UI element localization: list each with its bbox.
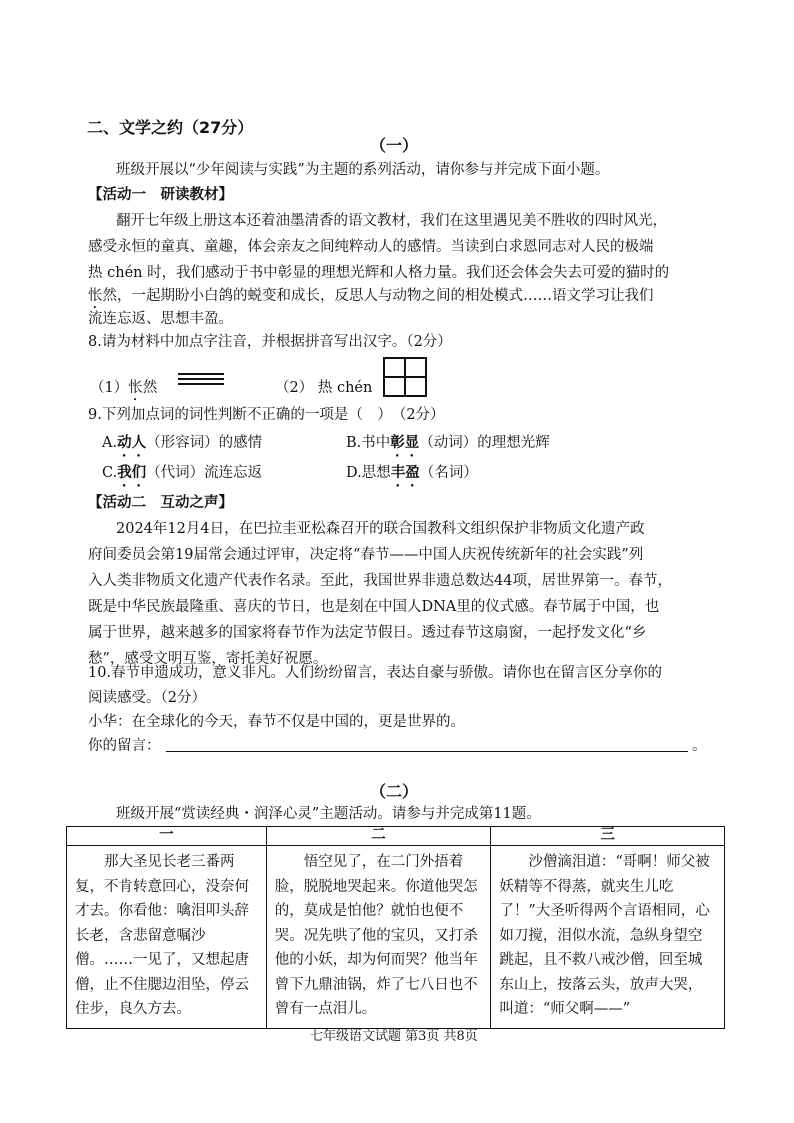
q8-stem: 8.请为材料中加点字注音，并根据拼音写出汉字。（2分） [88,334,452,350]
q9-a-prefix: A. [102,435,118,451]
activity2-line-1: 2024年12月4日，在巴拉圭亚松森召开的联合国教科文组织保护非物质文化遗产政 [116,521,645,537]
col-header-3: 三 [491,827,725,846]
activity1-line-2: 感受永恒的童真、童趣，体会亲友之间纯粹动人的感情。当读到白求恩同志对人民的极端 [88,239,654,255]
q8-item1-rest: 然 [142,380,158,396]
q10-your-note-label: 你的留言： [88,738,161,754]
q10-stem-1: 10.春节申遗成功，意义非凡。人们纷纷留言，表达自豪与骄傲。请你也在留言区分享你的 [88,665,663,681]
q8-item2-word: 热 chén [317,380,373,396]
q9-option-c [102,461,262,490]
col-header-1: 一 [67,827,267,846]
excerpt-cell-1 [67,846,267,1029]
q8-item2-label: （2） [275,380,314,396]
q9-a-dotted: 动人 [117,434,147,451]
page-footer: 七年级语文试题 第3页 共8页 [310,1029,478,1044]
q8-answer-grid-box[interactable] [383,357,427,397]
activity2-line-4: 既是中华民族最隆重、喜庆的节日，也是刻在中国人DNA里的仪式感。春节属于中国，也 [88,599,660,615]
q9-a-rest: （形容词）的感情 [146,435,263,451]
q9-stem: 9.下列加点词的词性判断不正确的一项是（ ） （2分） [88,407,445,423]
q8-item2 [275,376,372,400]
q9-d-dotted: 丰盈 [390,464,420,481]
q9-d-prefix: D.思想 [346,465,391,481]
part1-heading: （一） [370,136,419,155]
activity2-line-2: 府间委员会第19届常会通过评审，决定将“春节——中国人庆祝传统新年的社会实践”列 [88,547,644,563]
activity2-line-3: 入人类非物质文化遗产代表作名录。至此，我国世界非遗总数达44项，居世界第一。春节， [88,573,672,589]
q9-option-d [346,461,478,490]
part2-intro: 班级开展“赏读经典・润泽心灵”主题活动。请参与并完成第11题。 [116,806,541,822]
q9-b-prefix: B.书中 [346,435,391,451]
activity2-line-5: 属于世界，越来越多的国家将春节作为法定节假日。透过春节这扇窗，一起抒发文化“乡 [88,625,647,641]
activity2-line-6: 愁”，感受文明互鉴，寄托美好祝愿。 [88,651,328,667]
activity1-title: 【活动一 研读教材】 [88,186,233,203]
q10-stem-2: 阅读感受。（2分） [88,690,206,706]
q9-c-prefix: C. [102,465,118,481]
q10-end-mark: 。 [692,738,707,754]
q9-option-a [102,431,262,460]
q8-item1 [90,376,157,404]
q10-answer-line[interactable] [166,751,688,752]
excerpt-text-1: 那大圣见长老三番两复，不肯转意回心，没奈何才去。你看他：噙泪叩头辞长老，含悲留意嘱沙僧。……一见了，又想起唐僧，止不住腮边泪坠，停云住步，良久方去。 [75,854,249,1017]
activity1-line-1: 翻开七年级上册这本还着油墨清香的语文教材，我们在这里遇见美不胜收的四时风光， [116,213,667,229]
excerpt-cell-3 [491,846,725,1029]
excerpt-table [66,826,725,1029]
activity1-line-4-text: 然，一起期盼小白鸽的蜕变和成长，反思人与动物之间的相处模式……语文学习让我们 [102,288,654,304]
q8-item1-label: （1） [90,380,129,396]
part1-intro: 班级开展以“少年阅读与实践”为主题的系列活动，请你参与并完成下面小题。 [116,162,610,178]
excerpt-cell-2 [266,846,491,1029]
q9-b-dotted: 彰显 [390,434,420,451]
excerpt-text-2: 悟空见了，在二门外捂着脸，脱脱地哭起来。你道他哭怎的，莫成是怕他？就怕也便不哭。况先哄了他的宝贝，又打杀他的小妖，却为何而哭？他当年曾下九鼎油锅，炸了七八日也不曾有一点泪儿。 [274,854,478,1017]
q9-c-dotted: 我们 [117,464,147,481]
activity2-title: 【活动二 互动之声】 [88,494,233,511]
q10-xiaohua: 小华：在全球化的今天，春节不仅是中国的，更是世界的。 [88,714,465,730]
dotted-char: 怅 [88,288,103,304]
q9-d-rest: （名词） [419,465,478,481]
q9-b-rest: （动词）的理想光辉 [419,435,550,451]
section-title: 二、文学之约（27分） [87,118,254,137]
q8-item1-dotted: 怅 [128,380,143,396]
activity1-line-3: 热 chén 时，我们感动于书中彰显的理想光辉和人格力量。我们还会体会失去可爱的猫时的 [88,265,670,281]
q9-option-b [346,431,550,460]
part2-heading: （二） [370,782,419,801]
excerpt-text-3: 沙僧滴泪道：“哥啊！师父被妖精等不得蒸，就夹生儿吃了！”大圣听得两个言语相同，心如刀搅，泪似水流，急纵身望空跳起，且不救八戒沙僧，回至城东山上，按落云头，放声大哭，叫道：“师父啊——” [499,854,710,1017]
q8-answer-line-1[interactable] [178,373,224,387]
col-header-2: 二 [266,827,491,846]
activity1-line-5: 流连忘返、思想丰盈。 [88,311,233,327]
q9-c-rest: （代词）流连忘返 [146,465,263,481]
